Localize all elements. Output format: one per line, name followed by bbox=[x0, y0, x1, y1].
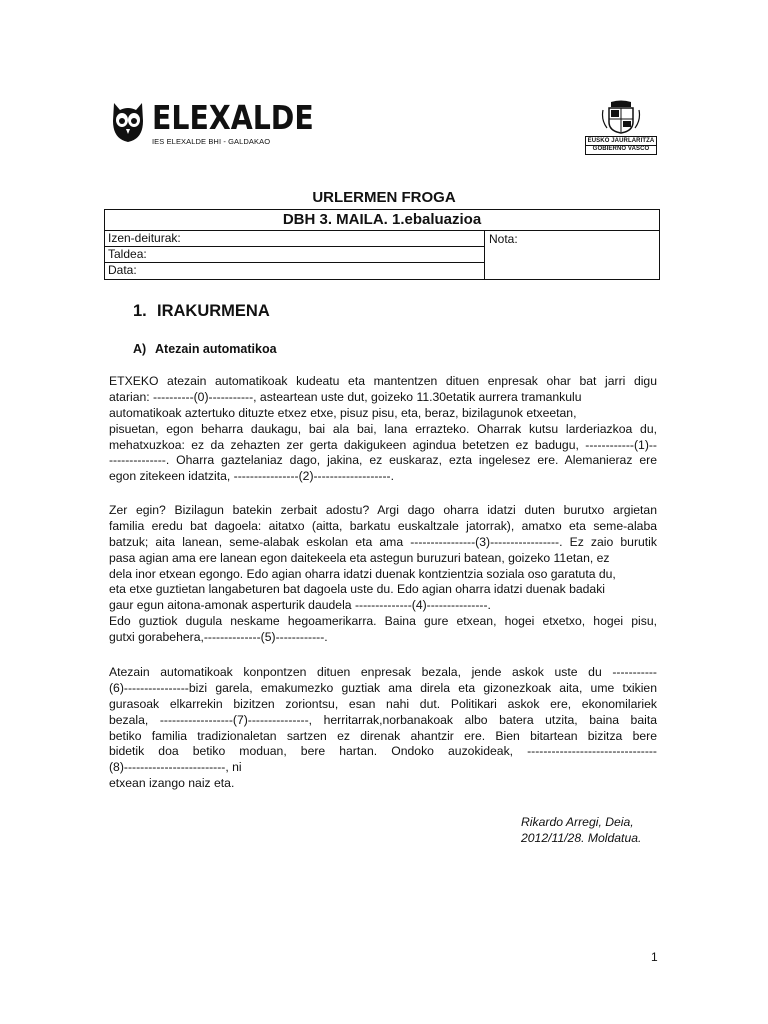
text-line: (8)-------------------------, ni bbox=[109, 760, 242, 775]
document-title: URLERMEN FROGA bbox=[312, 189, 456, 206]
text-line: familia eredu bat dagoela: aitatxo (aitta, barkatu euskaltzale jatorrak), amatxo eta seme-alaba bbox=[109, 518, 657, 533]
student-fields bbox=[105, 231, 485, 280]
owl-logo-icon bbox=[110, 101, 146, 143]
name-field: Izen-deiturak: bbox=[105, 231, 484, 247]
subsection-number: A) bbox=[133, 342, 147, 356]
text-line: Zer egin? Bizilagun batekin zerbait adostu? Argi dago oharra idatzi duten burutxo argietan bbox=[109, 503, 657, 517]
text-line: egon zitekeen idatzita, ----------------(2)-------------------. bbox=[109, 469, 394, 484]
text-line: --------------. Oharra gaztelaniaz dago, jakina, ez euskaraz, ezta ingelesez ere. Alemanieraz ere bbox=[109, 453, 657, 468]
text-line: bezala, ------------------(7)---------------, herritarrak,norbanakoak albo batera utzita, baina baita bbox=[109, 712, 657, 727]
section-title: IRAKURMENA bbox=[157, 302, 270, 320]
subsection-title: Atezain automatikoa bbox=[155, 342, 277, 356]
government-name-box bbox=[585, 136, 657, 155]
school-logo bbox=[110, 98, 340, 147]
paragraph-1 bbox=[109, 374, 657, 485]
text-line: gurasoak elkarrekin bizitzen zoriontsu, esan nahi dut. Politikari askok ere, ekonomilariek bbox=[109, 696, 657, 711]
paragraph-2 bbox=[109, 503, 657, 646]
date-field: Data: bbox=[108, 263, 137, 277]
group-field: Taldea: bbox=[105, 247, 484, 263]
government-logo bbox=[585, 100, 657, 156]
brand-subtitle: IES ELEXALDE BHI - GALDAKAO bbox=[152, 137, 271, 146]
subsection-heading bbox=[133, 342, 277, 356]
text-line: Edo guztiok dugula neskame hegoamerikarra. Baina gure etxean, hogei etxetxo, hogei pisu, bbox=[109, 614, 657, 629]
citation-author: Rikardo Arregi, Deia, bbox=[521, 815, 634, 829]
section-heading bbox=[133, 302, 270, 321]
text-line: batzuk; aita lanean, seme-alabak eskolan eta ama ----------------(3)-----------------. Ez zaio burutik bbox=[109, 534, 657, 549]
student-info-table bbox=[104, 209, 660, 280]
text-line: etxean izango naiz eta. bbox=[109, 776, 235, 791]
text-line: eta etxe guztietan langabeturen bat dagoela uste du. Edo agian oharra idatzi duenak badaki bbox=[109, 582, 605, 597]
government-name-spanish: GOBIERNO VASCO bbox=[592, 146, 650, 152]
text-line: gaur egun aitona-amonak asperturik daudela --------------(4)---------------. bbox=[109, 598, 491, 613]
text-line: bidetik doa betiko moduan, bere hartan. Ondoko auzokideak, -------------------------------- bbox=[109, 744, 657, 759]
page-number: 1 bbox=[651, 950, 658, 964]
section-number: 1. bbox=[133, 302, 147, 320]
text-line: automatikoak aztertuko dituzte etxez etxe, pisuz pisu, eta, beraz, bizilagunok etxeetan, bbox=[109, 405, 577, 420]
text-line: betiko familia tradizionaletan sartzen ez direnak ahantzir ere. Bien bitartean bizitza bere bbox=[109, 728, 657, 743]
text-line: atarian: ----------(0)-----------, asteartean uste dut, goizeko 11.30etatik aurrera tramankulu bbox=[109, 389, 582, 404]
text-line: gutxi gorabehera,--------------(5)------------. bbox=[109, 630, 328, 645]
text-line: mehatxuzkoa: ez da zehazten zer gerta dakigukeen agindua betetzen ez badugu, ------------(1)-- bbox=[109, 437, 657, 452]
text-line: pasa agian ama ere lanean egon daitekeela eta astegun buruzuri batean, goizeko 11etan, ez bbox=[109, 550, 610, 565]
text-line: Atezain automatikoak konpontzen dituen enpresak bezala, jende askok uste du ----------- bbox=[109, 665, 657, 679]
citation-date: 2012/11/28. Moldatua. bbox=[521, 831, 642, 845]
brand-name: ELEXALDE bbox=[152, 98, 314, 137]
text-line: pisuetan, egon beharra daukagu, bai ala bai, lana errazteko. Oharrak kutsu larderiazkoa du, bbox=[109, 421, 657, 436]
source-citation bbox=[521, 814, 641, 846]
grade-field: Nota: bbox=[489, 232, 518, 246]
text-line: (6)----------------bizi garela, emakumezko guztiak ama direla eta gizonezkoak aita, ume txikien bbox=[109, 680, 657, 695]
evaluation-heading: DBH 3. MAILA. 1.ebaluazioa bbox=[105, 210, 659, 231]
text-line: ETXEKO atezain automatikoak kudeatu eta mantentzen dituen enpresak ohar bat jarri digu bbox=[109, 374, 657, 388]
paragraph-3 bbox=[109, 665, 657, 792]
text-line: dela inor etxean egongo. Edo agian oharra idatzi duenak kontzientzia soziala oso garatuta du, bbox=[109, 566, 616, 581]
coat-of-arms-icon bbox=[601, 100, 641, 134]
government-name-basque: EUSKO JAURLARITZA bbox=[587, 138, 655, 144]
